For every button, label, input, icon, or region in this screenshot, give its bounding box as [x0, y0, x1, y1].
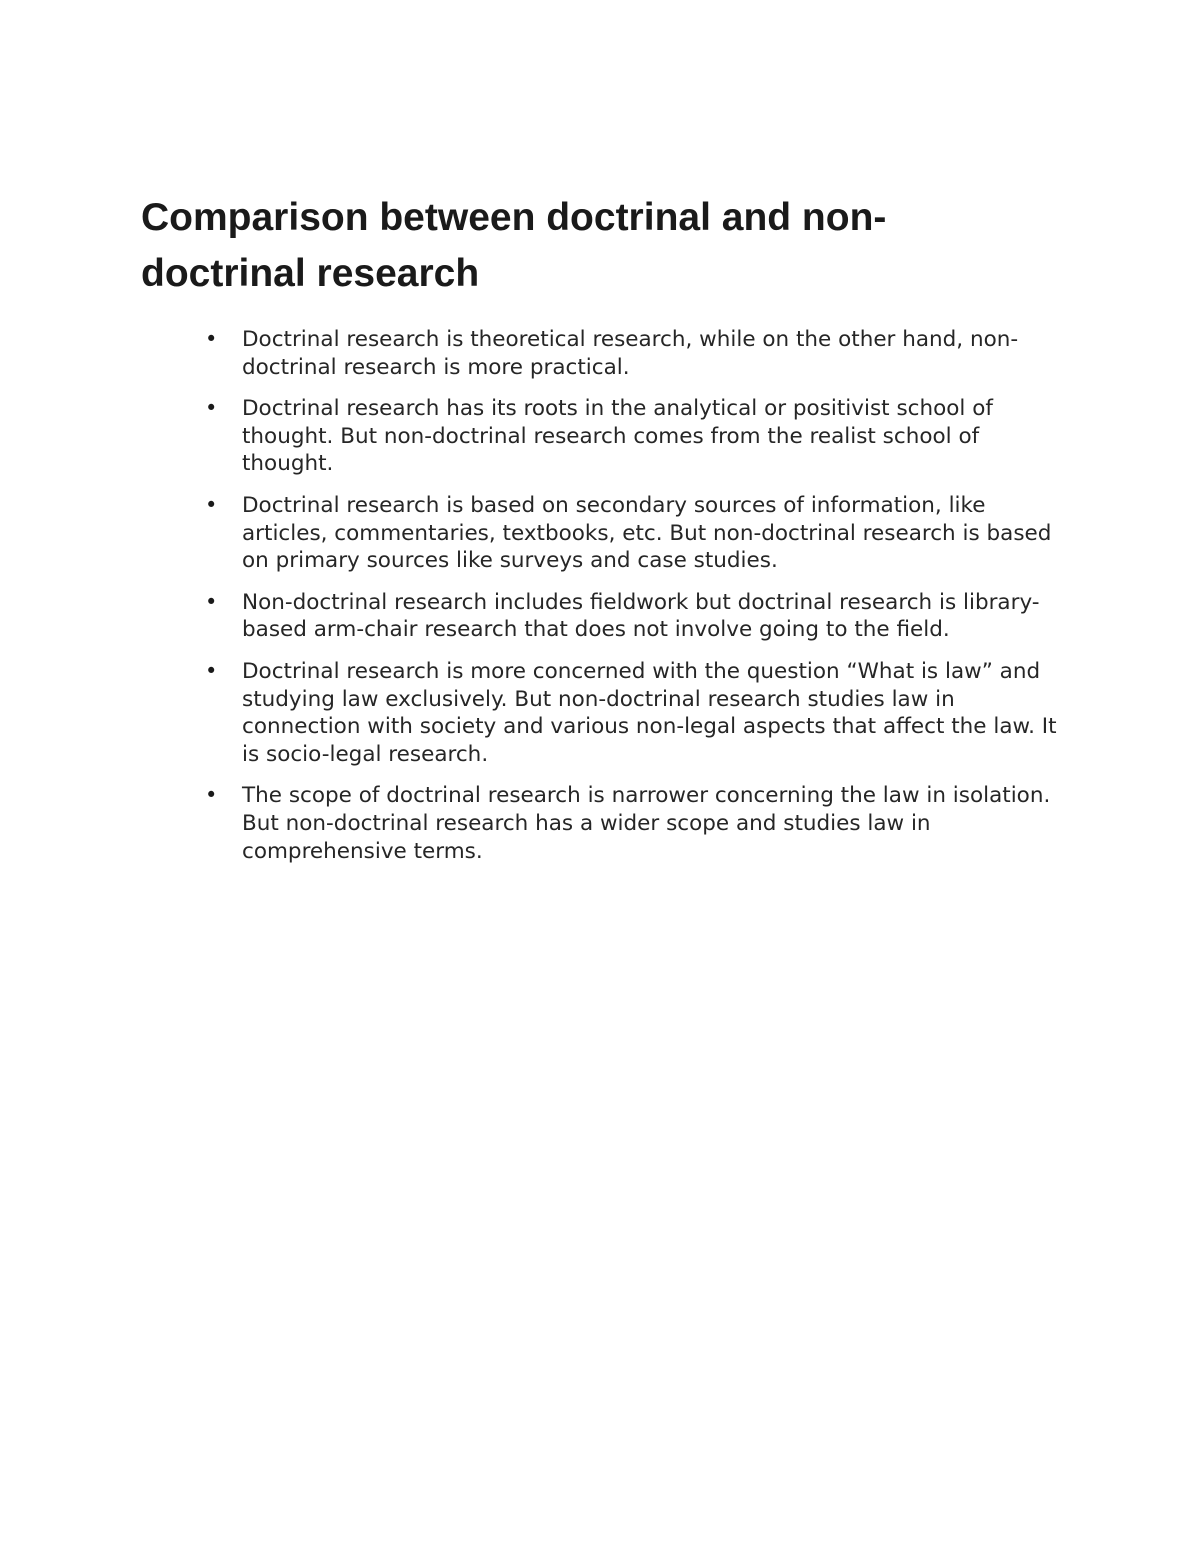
list-item-text: Non-doctrinal research includes fieldwork but doctrinal research is library-based arm-chair research that does not involve going to the field. [242, 589, 1040, 643]
list-item-text: Doctrinal research is more concerned with the question “What is law” and studying law exclusively. But non-doctrinal research studies law in connection with society and various non-legal aspects that affect the law. It is socio-legal research. [242, 658, 1057, 767]
document-title: Comparison between doctrinal and non-doctrinal research [141, 196, 887, 295]
comparison-list [200, 326, 1060, 879]
list-item [200, 782, 1060, 865]
bullet-icon: • [205, 492, 218, 517]
list-item-text: Doctrinal research is based on secondary sources of information, like articles, commentaries, textbooks, etc. But non-doctrinal research is based on primary sources like surveys and case studies. [242, 492, 1052, 574]
list-item [200, 395, 1060, 478]
list-item [200, 658, 1060, 768]
list-item-text: Doctrinal research is theoretical research, while on the other hand, non-doctrinal research is more practical. [242, 327, 1019, 380]
list-item-text: Doctrinal research has its roots in the analytical or positivist school of thought. But non-doctrinal research comes from the realist school of thought. [242, 396, 993, 477]
list-item-text: The scope of doctrinal research is narrower concerning the law in isolation. But non-doctrinal research has a wider scope and studies law in comprehensive terms. [242, 783, 1051, 864]
bullet-icon: • [205, 658, 218, 683]
list-item [200, 589, 1060, 644]
list-item [200, 492, 1060, 575]
bullet-icon: • [205, 783, 218, 808]
bullet-icon: • [205, 327, 218, 351]
bullet-icon: • [205, 396, 218, 421]
list-item [200, 326, 1060, 381]
bullet-icon: • [205, 589, 218, 614]
